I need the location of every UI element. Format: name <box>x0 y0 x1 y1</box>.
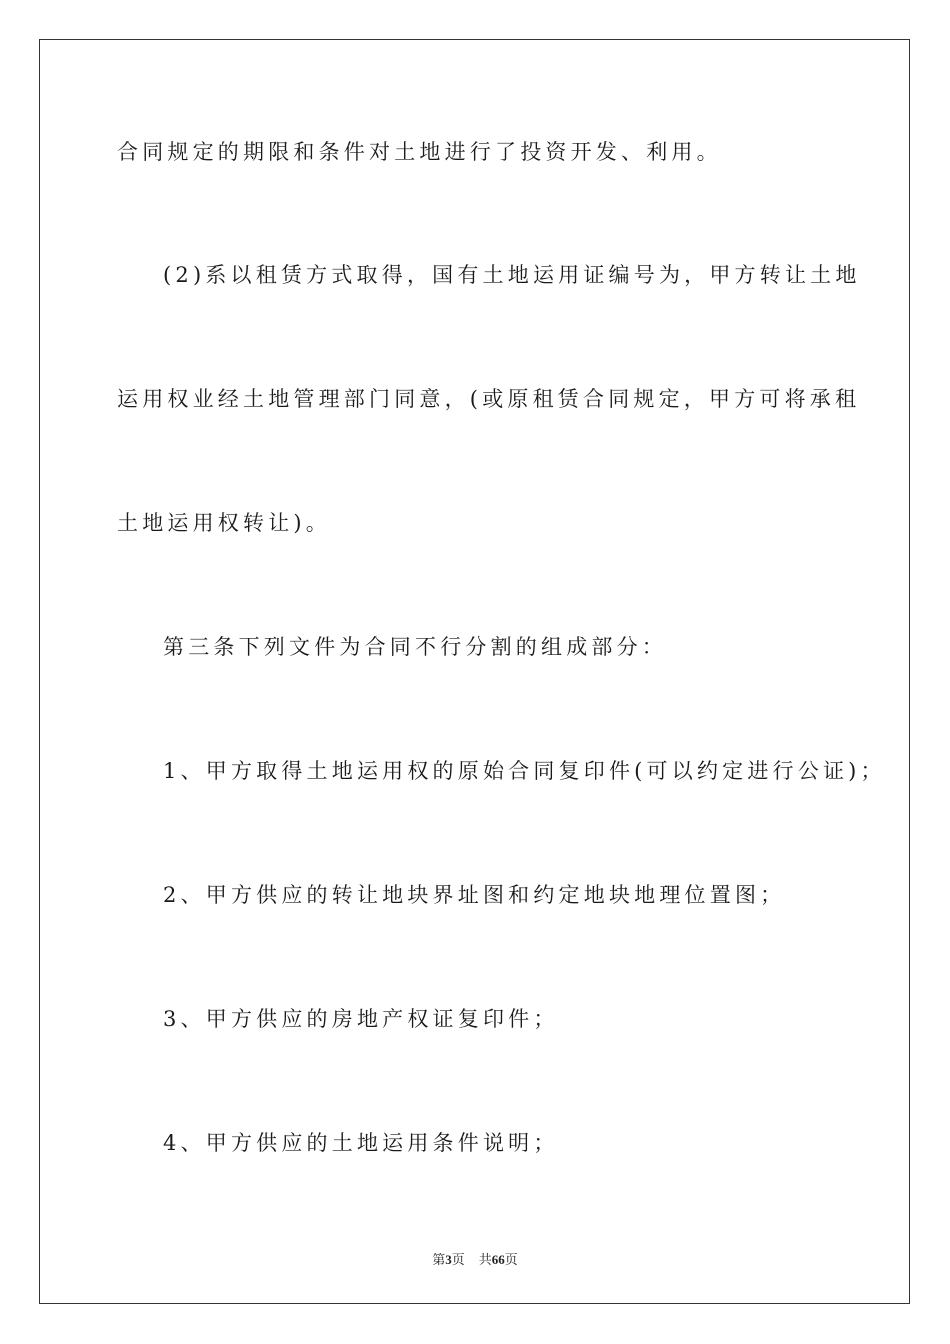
article-heading: 第三条下列文件为合同不行分割的组成部分： <box>163 635 667 659</box>
page-prefix: 第 <box>432 1253 446 1268</box>
paragraph-line-4: 土地运用权转让)。 <box>117 511 331 535</box>
page-number: 3 <box>445 1252 452 1267</box>
paragraph-line-1: 合同规定的期限和条件对土地进行了投资开发、利用。 <box>117 140 722 164</box>
list-item-4: 4、甲方供应的土地运用条件说明； <box>163 1131 559 1155</box>
list-item-2: 2、甲方供应的转让地块界址图和约定地块地理位置图； <box>163 883 786 907</box>
page-suffix: 页 <box>451 1253 465 1268</box>
list-item-3: 3、甲方供应的房地产权证复印件； <box>163 1007 559 1031</box>
total-prefix: 共 <box>478 1253 492 1268</box>
page-border <box>39 39 910 1304</box>
total-suffix: 页 <box>504 1253 518 1268</box>
list-item-1: 1、甲方取得土地运用权的原始合同复印件(可以约定进行公证)； <box>163 759 886 783</box>
total-pages: 66 <box>491 1252 505 1267</box>
paragraph-line-3: 运用权业经土地管理部门同意，(或原租赁合同规定，甲方可将承租 <box>117 387 861 411</box>
paragraph-line-2: (2)系以租赁方式取得，国有土地运用证编号为，甲方转让土地 <box>163 263 861 287</box>
page-footer <box>0 1249 950 1268</box>
